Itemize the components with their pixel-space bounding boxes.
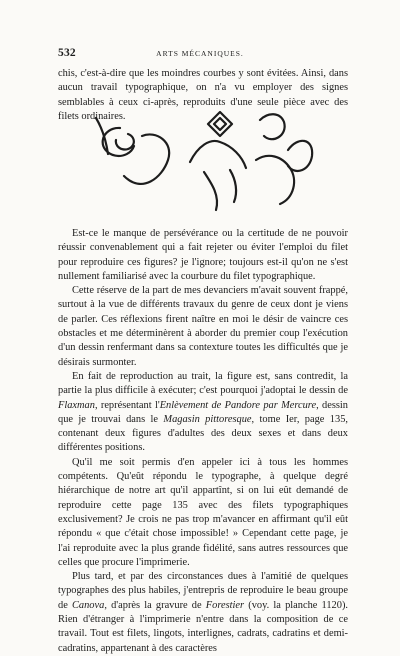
magazine-title: Magasin pittoresque [163,413,252,425]
artist-flaxman: Flaxman [58,399,95,411]
main-text [58,227,348,656]
figure-curve-square [208,112,232,136]
paragraph-2: Cette réserve de la part de mes devanciers m'avait souvent frappé, surtout à la vue de différents travaux du genre de ceux dont je viens de parler. Ces réflexions firent naître en moi le désir de vaincre ces obstacles et me déterminèrent à aborder du premier coup l'exécution d'un dessin renfermant dans sa contexture toutes les difficultés que je désirais surmonter. [58,285,348,368]
artist-forestier: Forestier [205,599,245,611]
figure-curve-ess [204,170,236,210]
paragraph-5: Plus tard, et par des circonstances dues à l'amitié de quelques typographes des plus habiles, j'entrepris de reproduire le beau groupe de Canova, d'après la gravure de Forestier (voy. la planche 1120). Rien d'étranger à l'imprimerie n'entre dans la composition de ce travail. Tout est filets, lingots, interlignes, cadrats, cadratins et demi-cadratins, appartenant à des caractères [58,571,349,654]
figure-curve-oval-right [288,141,312,171]
figure-curve-spiral [124,134,169,183]
running-title: ARTS MÉCANIQUES. [156,49,244,58]
curved-rule-figure [92,106,316,216]
paragraph-continued: chis, c'est-à-dire que les moindres courbes y sont évitées. Ainsi, dans aucun travail typographique, on n'a vu employer des signes semblables à ceux ci-après, reproduits d'une seule pièce avec des filets ordinaires. [58,68,348,122]
page-number: 532 [58,47,76,59]
page-header [58,47,342,61]
figure-curve-left-arc [96,118,108,154]
paragraph-1: Est-ce le manque de persévérance ou la certitude de ne pouvoir réussir convenablement qui a fait rejeter ou éviter l'emploi du filet pour reproduire ces figures? je l'ignore; toujours est-il qu'on ne s'est nullement familiarisé avec la courbure du filet typographique. [58,228,348,282]
figure-curve-ring [103,128,134,156]
figure-curve-wave [256,156,294,204]
artist-canova: Canova [71,599,105,611]
artwork-title: Enlèvement de Pandore par Mercure [159,399,317,411]
paragraph-3: En fait de reproduction au trait, la figure est, sans contredit, la partie la plus difficile à exécuter; c'est pourquoi j'adoptai le dessin de Flaxman, représentant l'Enlèvement de Pandore par Mercure, dessin que je trouvai dans le Magasin pittoresque, tome Ier, page 135, contenant deux figures d'adultes des deux sexes et dans deux différentes positions. [58,370,348,454]
figure-curve-loop [260,114,285,139]
paragraph-4: Qu'il me soit permis d'en appeler ici à tous les hommes compétents. Qu'eût répondu le typographe, à quelque degré hiérarchique de notre art qu'il appartînt, si on lui eût demandé de reproduire cette page 135 avec des filets typographiques exclusivement? Je crois ne pas trop m'avancer en affirmant qu'il eût répondu « que c'était chose impossible! » Cependant cette page, je l'ai reproduite avec la plus grande fidélité, sans autres ressources que celles que procure l'imprimerie. [58,456,348,568]
figure-curve-arch [190,141,246,168]
